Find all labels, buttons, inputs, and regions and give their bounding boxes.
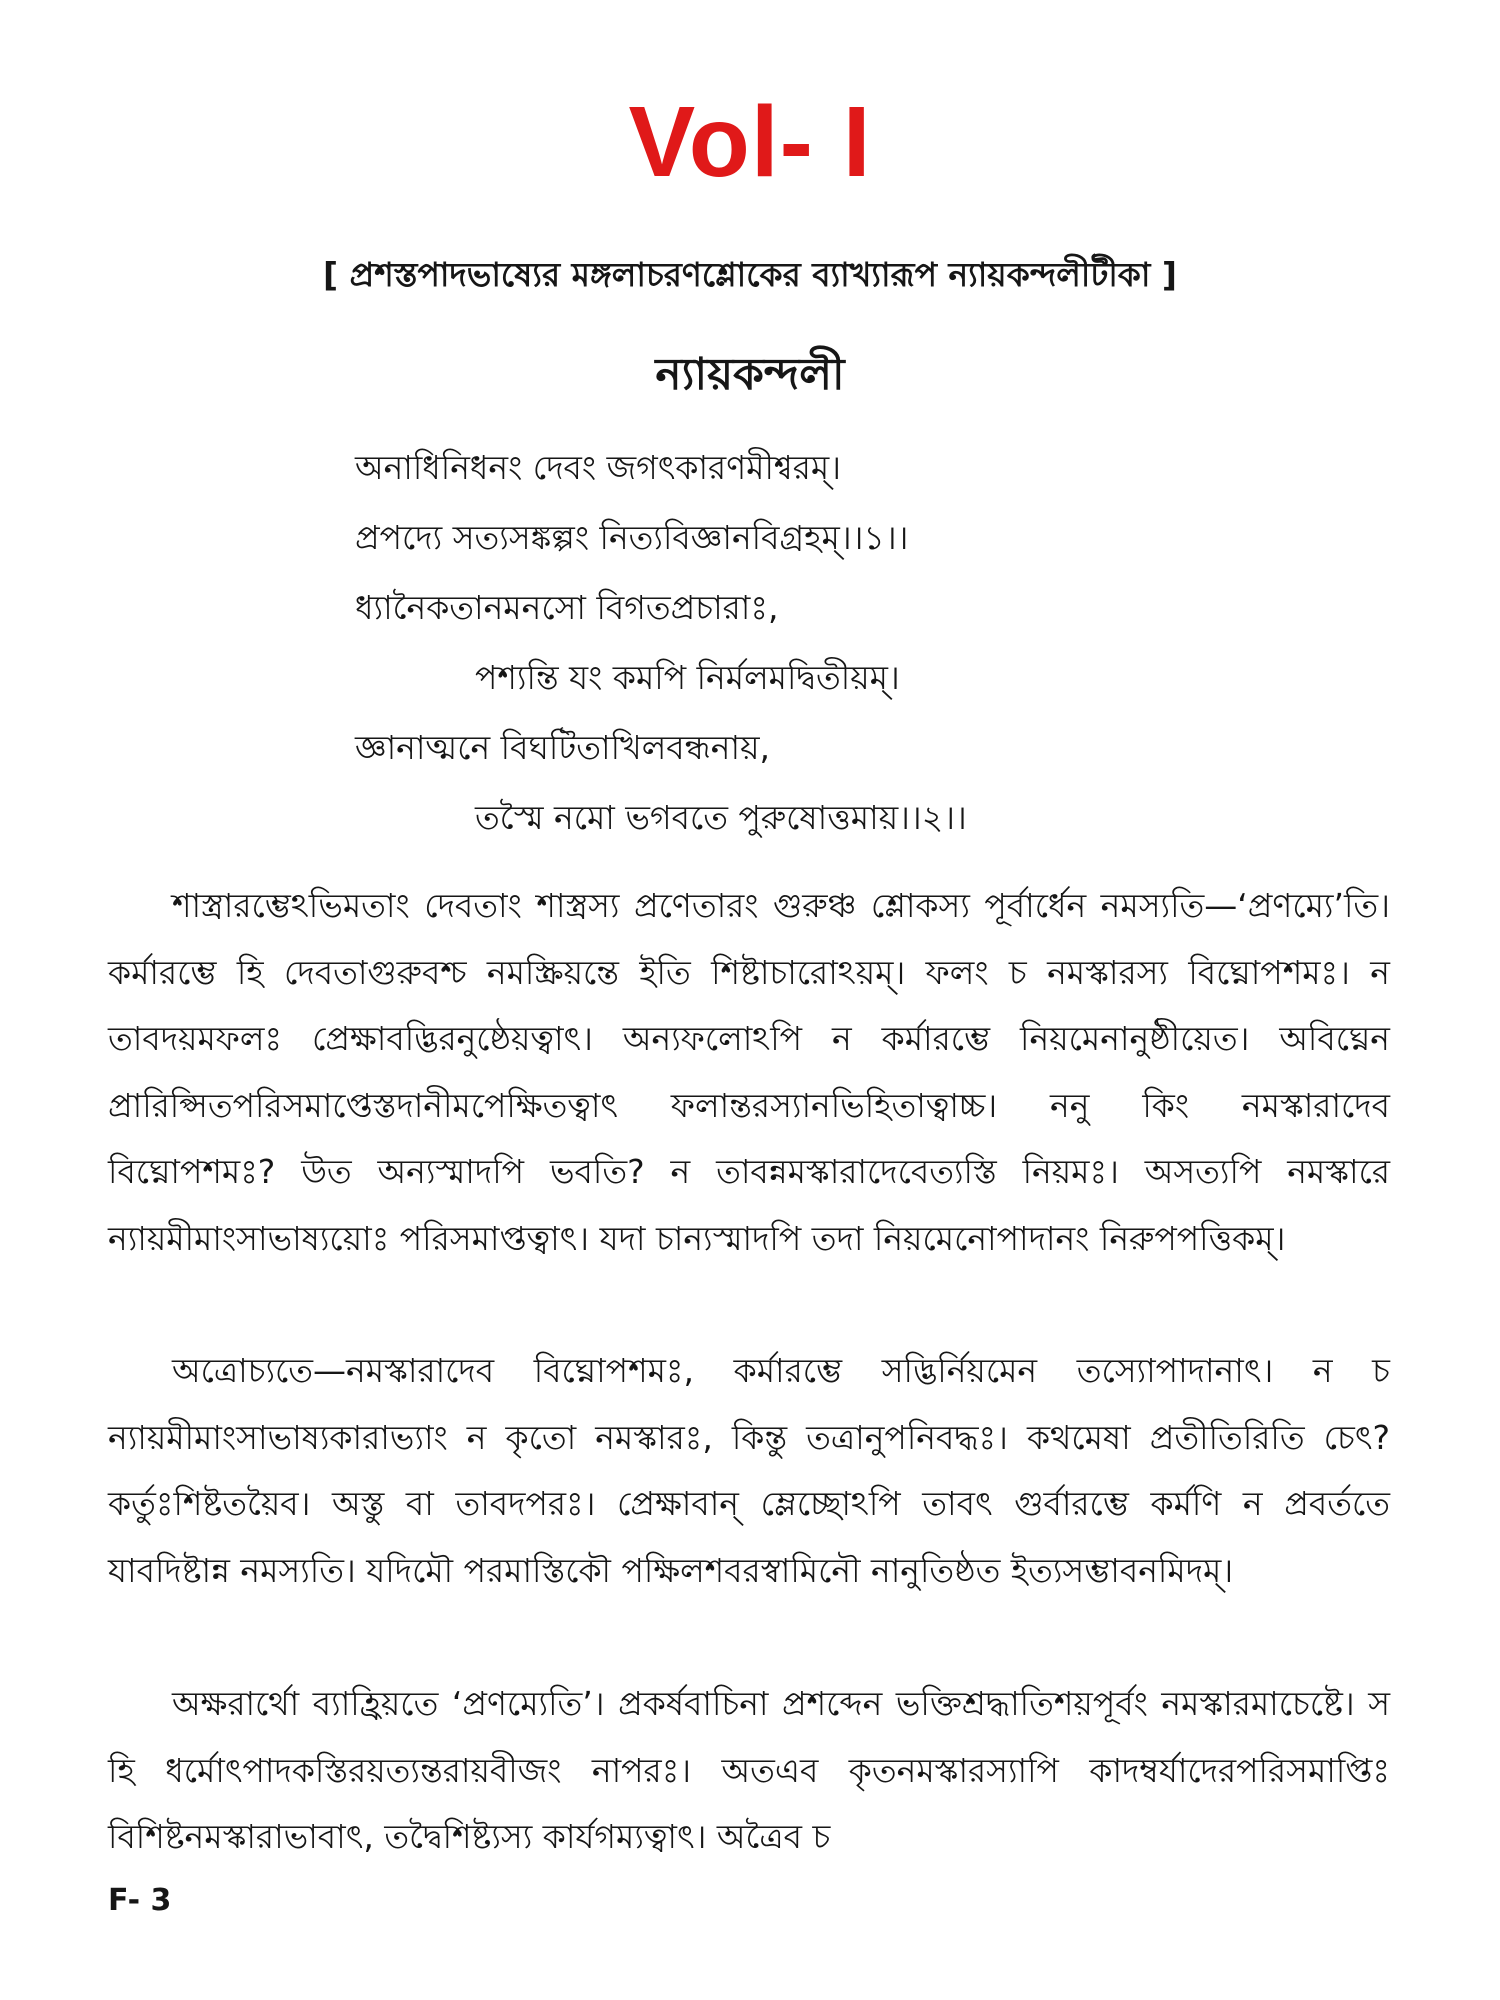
verse-line: পশ্যন্তি যং কমপি নির্মলমদ্বিতীয়ম্। (475, 658, 900, 697)
work-title: ন্যায়কন্দলী (655, 349, 845, 400)
verse-line: অনাধিনিধনং দেবং জগৎকারণমীশ্বরম্। (355, 448, 842, 487)
commentary-paragraph: শাস্ত্রারম্ভেঽভিমতাং দেবতাং শাস্ত্রস্য প্রণেতারং গুরুঞ্চ শ্লোকস্য পূর্বার্ধেন নমস্যতি—‘প্রণম্যে’তি। কর্মারম্ভে হি দেবতাগুরুবশ্চ নমস্ক্রিয়ন্তে ইতি শিষ্টাচারোঽয়ম্। ফলং চ নমস্কারস্য বিঘ্নোপশমঃ। ন তাবদয়মফলঃ প্রেক্ষাবদ্ভিরনুষ্ঠেয়ত্বাৎ। অন্যফলোঽপি ন কর্মারম্ভে নিয়মেনানুষ্ঠীয়েত। অবিঘ্নেন প্রারিপ্সিতপরিসমাপ্তেস্তদানীমপেক্ষিতত্বাৎ ফলান্তরস্যানভিহিতাত্বাচ্চ। ননু কিং নমস্কারাদেব বিঘ্নোপশমঃ? উত অন্যস্মাদপি ভবতি? ন তাবন্নমস্কারাদেবেত্যস্তি নিয়মঃ। অসত্যপি নমস্কারে ন্যায়মীমাংসাভাষ্যয়োঃ পরিসমাপ্তত্বাৎ। যদা চান্যস্মাদপি তদা নিয়মেনোপাদানং নিরুপপত্তিকম্। (108, 886, 1390, 1258)
verse-line: ধ্যানৈকতানমনসো বিগতপ্রচারাঃ, (355, 588, 779, 627)
verse-line: তস্মৈ নমো ভগবতে পুরুষোত্তমায়।।২।। (475, 798, 967, 837)
page-code: F- 3 (108, 1883, 172, 1918)
commentary-paragraph: অক্ষরার্থো ব্যাহ্রিয়তে ‘প্রণম্যেতি’। প্রকর্ষবাচিনা প্রশব্দেন ভক্তিশ্রদ্ধাতিশয়পূর্বং নমস্কারমাচেষ্টে। স হি ধর্মোৎপাদকস্তিরয়ত্যন্তরায়বীজং নাপরঃ। অতএব কৃতনমস্কারস্যাপি কাদম্বর্যাদেরপরিসমাপ্তিঃ বিশিষ্টনমস্কারাভাবাৎ, তদ্বৈশিষ্ট্যস্য কার্যগম্যত্বাৎ। অত্রৈব চ (108, 1684, 1390, 1856)
section-heading: [ প্রশস্তপাদভাষ্যের মঙ্গলাচরণশ্লোকের ব্যাখ্যারূপ ন্যায়কন্দলীটীকা ] (323, 255, 1177, 294)
commentary-paragraph: অত্রোচ্যতে—নমস্কারাদেব বিঘ্নোপশমঃ, কর্মারম্ভে সদ্ভির্নিয়মেন তস্যোপাদানাৎ। ন চ ন্যায়মীমাংসাভাষ্যকারাভ্যাং ন কৃতো নমস্কারঃ, কিন্তু তত্রানুপনিবদ্ধঃ। কথমেষা প্রতীতিরিতি চেৎ? কর্তুঃশিষ্টতয়ৈব। অস্তু বা তাবদপরঃ। প্রেক্ষাবান্ ম্লেচ্ছোঽপি তাবৎ গুর্বারম্ভে কর্মণি ন প্রবর্ততে যাবদিষ্টান্ন নমস্যতি। যদিমৌ পরমাস্তিকৌ পক্ষিলশবরস্বামিনৌ নানুতিষ্ঠত ইত্যসম্ভাবনমিদম্। (108, 1351, 1390, 1590)
verse-line: প্রপদ্যে সত্যসঙ্কল্পং নিত্যবিজ্ঞানবিগ্রহম্।।১।। (355, 518, 909, 557)
volume-title: Vol- I (628, 86, 872, 198)
verse-line: জ্ঞানাত্মনে বিঘটিতাখিলবন্ধনায়, (355, 728, 771, 767)
